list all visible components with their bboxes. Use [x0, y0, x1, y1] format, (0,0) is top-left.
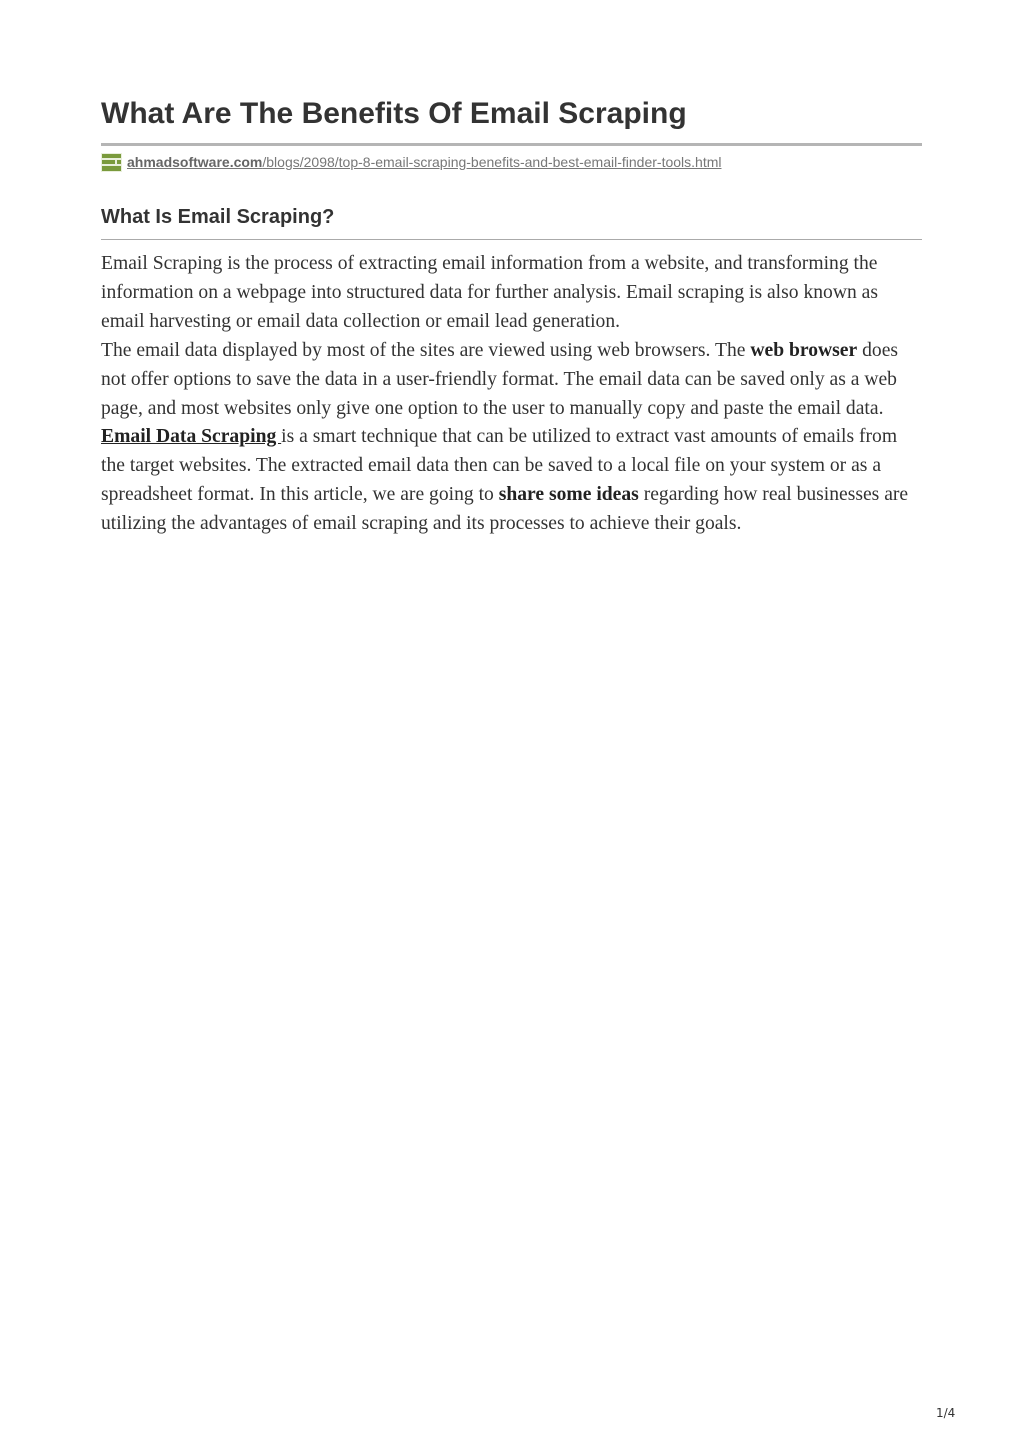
page-number: 1/4: [936, 1406, 956, 1420]
source-path: /blogs/2098/top-8-email-scraping-benefits-and-best-email-finder-tools.html: [262, 154, 722, 170]
source-line: [101, 150, 721, 174]
email-data-scraping-link[interactable]: Email Data Scraping: [101, 426, 282, 448]
paragraph-2-text-a: The email data displayed by most of the sites are viewed using web browsers. The: [101, 339, 751, 361]
section-heading: What Is Email Scraping?: [101, 206, 335, 228]
paragraph-2-text-b: does not offer options to save the data in a user-friendly format. The email data can be saved only as a web page, and most websites only give one option to the user to manually copy and paste the email data.: [101, 339, 899, 419]
page-title: What Are The Benefits Of Email Scraping: [101, 97, 687, 130]
bold-share-some-ideas: share some ideas: [498, 484, 639, 506]
source-domain: ahmadsoftware.com: [127, 154, 263, 170]
paragraph-3-text-a: is a smart technique that can be utilized to extract vast amounts of emails from the target websites. The extracted email data then can be saved to a local file on your system or as a spreadsheet format. In this article, we are going to: [101, 426, 898, 506]
section-divider: [101, 239, 922, 240]
bold-web-browser: web browser: [750, 339, 858, 361]
paragraph-3-text-b: regarding how real businesses are utilizing the advantages of email scraping and its processes to achieve their goals.: [101, 484, 909, 535]
title-divider: [101, 143, 922, 146]
paragraph-3: [101, 423, 922, 539]
paragraph-2: [101, 337, 922, 424]
article-body: [101, 250, 922, 539]
paragraph-1: Email Scraping is the process of extracting email information from a website, and transforming the information on a webpage into structured data for further analysis. Email scraping is also known as email harvesting or email data collection or email lead generation.: [101, 253, 879, 332]
website-favicon-icon: [101, 152, 122, 173]
source-url-link[interactable]: [127, 150, 721, 174]
